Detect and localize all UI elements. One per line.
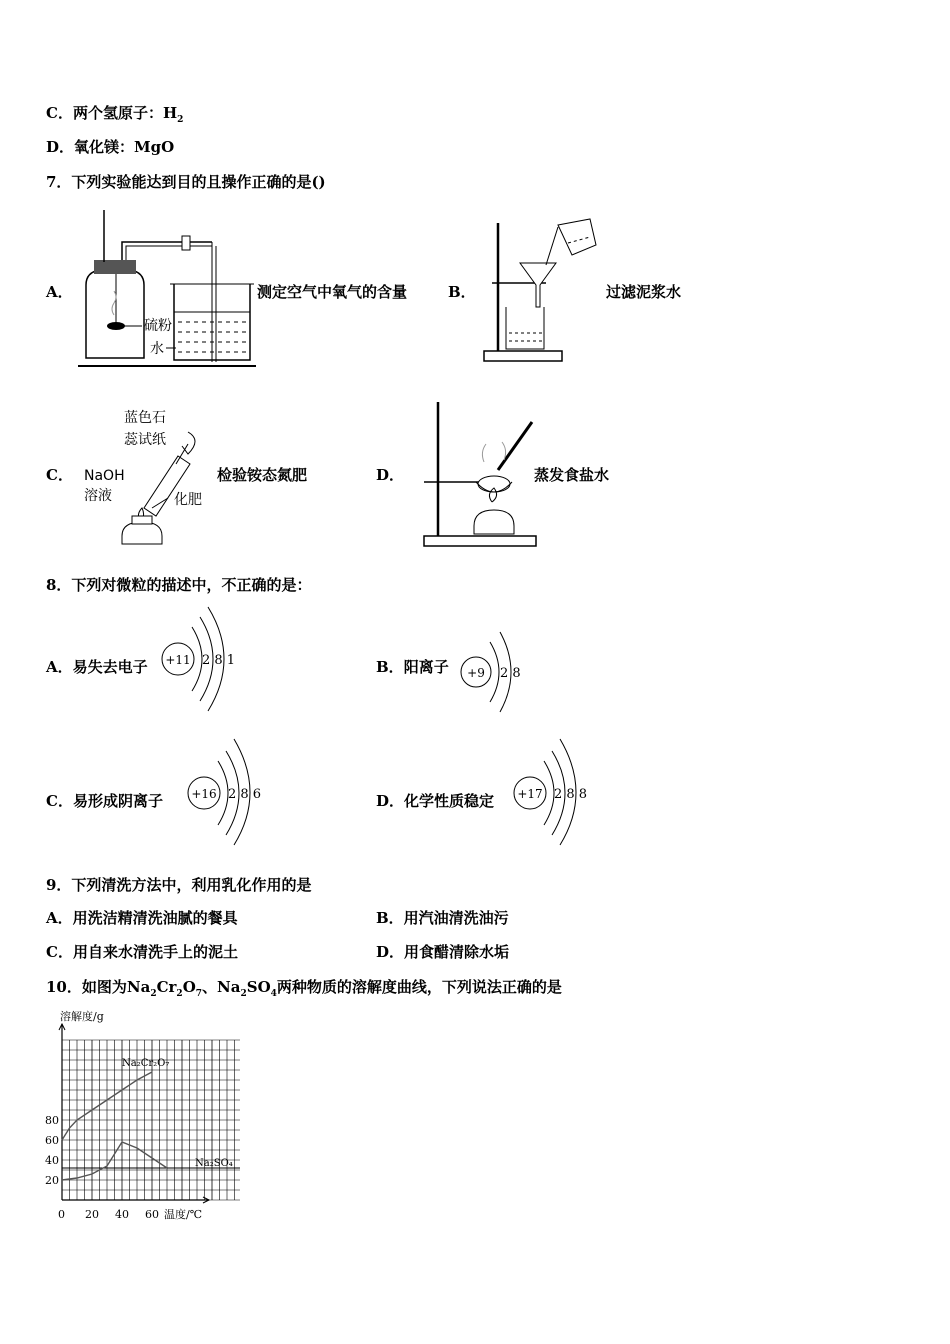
formula-part: SO: [246, 978, 271, 996]
q8-option-c: [46, 790, 163, 811]
q7-stem: 7．下列实验能达到目的且操作正确的是(): [46, 173, 326, 191]
q8-option-a: [46, 656, 148, 677]
q8-d-atom-diagram: [510, 735, 594, 847]
q8-c-atom-diagram: [184, 735, 268, 847]
q9-option-d: D．用食醋清除水垢: [376, 943, 510, 961]
formula-subscript: 2: [240, 989, 247, 999]
q8-a-atom-diagram: [158, 603, 242, 715]
stem-suffix: 两种物质的溶解度曲线，下列说法正确的是: [276, 978, 562, 996]
q7-d-letter: D．: [376, 466, 405, 484]
option-letter: C．: [46, 792, 73, 810]
option-text: 易形成阴离子: [72, 792, 163, 810]
q7-c-caption: 检验铵态氮肥: [217, 466, 308, 484]
formula: H: [162, 104, 178, 122]
option-text: 化学性质稳定: [404, 792, 495, 810]
y-tick-label: 20: [45, 1174, 59, 1187]
formula-part: Cr: [156, 978, 177, 996]
formula-subscript: 4: [270, 989, 277, 999]
option-letter: A．: [46, 658, 73, 676]
electron-shells: 2 8 8: [554, 787, 588, 802]
series-label-Na2Cr2O7: Na₂Cr₂O₇: [122, 1058, 170, 1069]
formula-part: Na: [217, 978, 241, 996]
option-letter: D．: [376, 792, 405, 810]
q9-stem: 9．下列清洗方法中，利用乳化作用的是: [46, 876, 312, 894]
q8-option-d: [376, 790, 494, 811]
q7-a-apparatus: [78, 200, 258, 370]
electron-shells: 2 8 6: [228, 787, 262, 802]
q9-option-c: C．用自来水清洗手上的泥土: [46, 943, 238, 961]
x-axis-label: 温度/℃: [164, 1208, 203, 1221]
q8-b-atom-diagram: [456, 626, 526, 716]
q8-stem: 8．下列对微粒的描述中，不正确的是：: [46, 576, 312, 594]
y-axis-label: 溶解度/g: [60, 1010, 104, 1023]
x-tick-label: 0: [58, 1208, 65, 1221]
series-label-Na2SO4: Na₂SO₄: [195, 1158, 233, 1169]
label-water: 水: [150, 341, 164, 357]
q6-option-c: [46, 102, 183, 125]
label-fertilizer: 化肥: [174, 492, 202, 508]
q6-option-d: [46, 136, 174, 157]
formula-part: Na: [126, 978, 151, 996]
option-text: 易失去电子: [72, 658, 148, 676]
q7-a-letter: A．: [46, 283, 73, 301]
q7-b-letter: B．: [448, 283, 476, 301]
q7-c-letter: C．: [46, 466, 73, 484]
label-solution: 溶液: [84, 488, 112, 504]
q7-d-caption: 蒸发食盐水: [534, 466, 610, 484]
label-sulfur: 硫粉: [144, 318, 172, 334]
label-litmus-1: 蓝色石: [124, 410, 166, 426]
q8-option-b: [376, 656, 449, 677]
nucleus-charge: +16: [191, 787, 217, 801]
option-letter: D．: [46, 138, 75, 156]
y-tick-label: 60: [45, 1134, 59, 1147]
separator: 、: [202, 978, 218, 996]
q7-d-evaporation-apparatus: [410, 398, 540, 550]
option-letter: B．: [376, 658, 404, 676]
nucleus-charge: +9: [467, 666, 485, 680]
option-text: 氧化镁：MgO: [74, 138, 175, 156]
x-tick-label: 20: [85, 1208, 99, 1221]
option-text: 阳离子: [403, 658, 449, 676]
q9-option-a: A．用洗洁精清洗油腻的餐具: [46, 909, 238, 927]
q7-a-caption: 测定空气中氧气的含量: [257, 283, 408, 301]
formula-subscript: 2: [150, 989, 157, 999]
stem-prefix: 10．如图为: [46, 978, 127, 996]
q7-b-filtration-apparatus: [482, 215, 602, 365]
nucleus-charge: +11: [165, 653, 191, 667]
q7-c-ammonium-test: [78, 404, 216, 554]
nucleus-charge: +17: [517, 787, 543, 801]
formula-subscript: 7: [195, 989, 203, 999]
x-tick-label: 60: [145, 1208, 159, 1221]
label-litmus-2: 蕊试纸: [124, 432, 166, 448]
q10-stem: [46, 976, 562, 999]
formula-subscript: 2: [177, 115, 184, 125]
label-naoh: NaOH: [84, 468, 125, 484]
y-tick-label: 80: [45, 1114, 59, 1127]
solubility-chart: [40, 1004, 240, 1230]
electron-shells: 2 8: [500, 666, 521, 681]
x-tick-label: 40: [115, 1208, 129, 1221]
formula-subscript: 2: [176, 989, 183, 999]
formula-part: O: [182, 978, 196, 996]
electron-shells: 2 8 1: [202, 653, 236, 668]
y-tick-label: 40: [45, 1154, 59, 1167]
q7-b-caption: 过滤泥浆水: [606, 283, 682, 301]
option-text: 两个氢原子：: [72, 104, 163, 122]
q9-option-b: B．用汽油清洗油污: [376, 909, 509, 927]
option-letter: C．: [46, 104, 73, 122]
